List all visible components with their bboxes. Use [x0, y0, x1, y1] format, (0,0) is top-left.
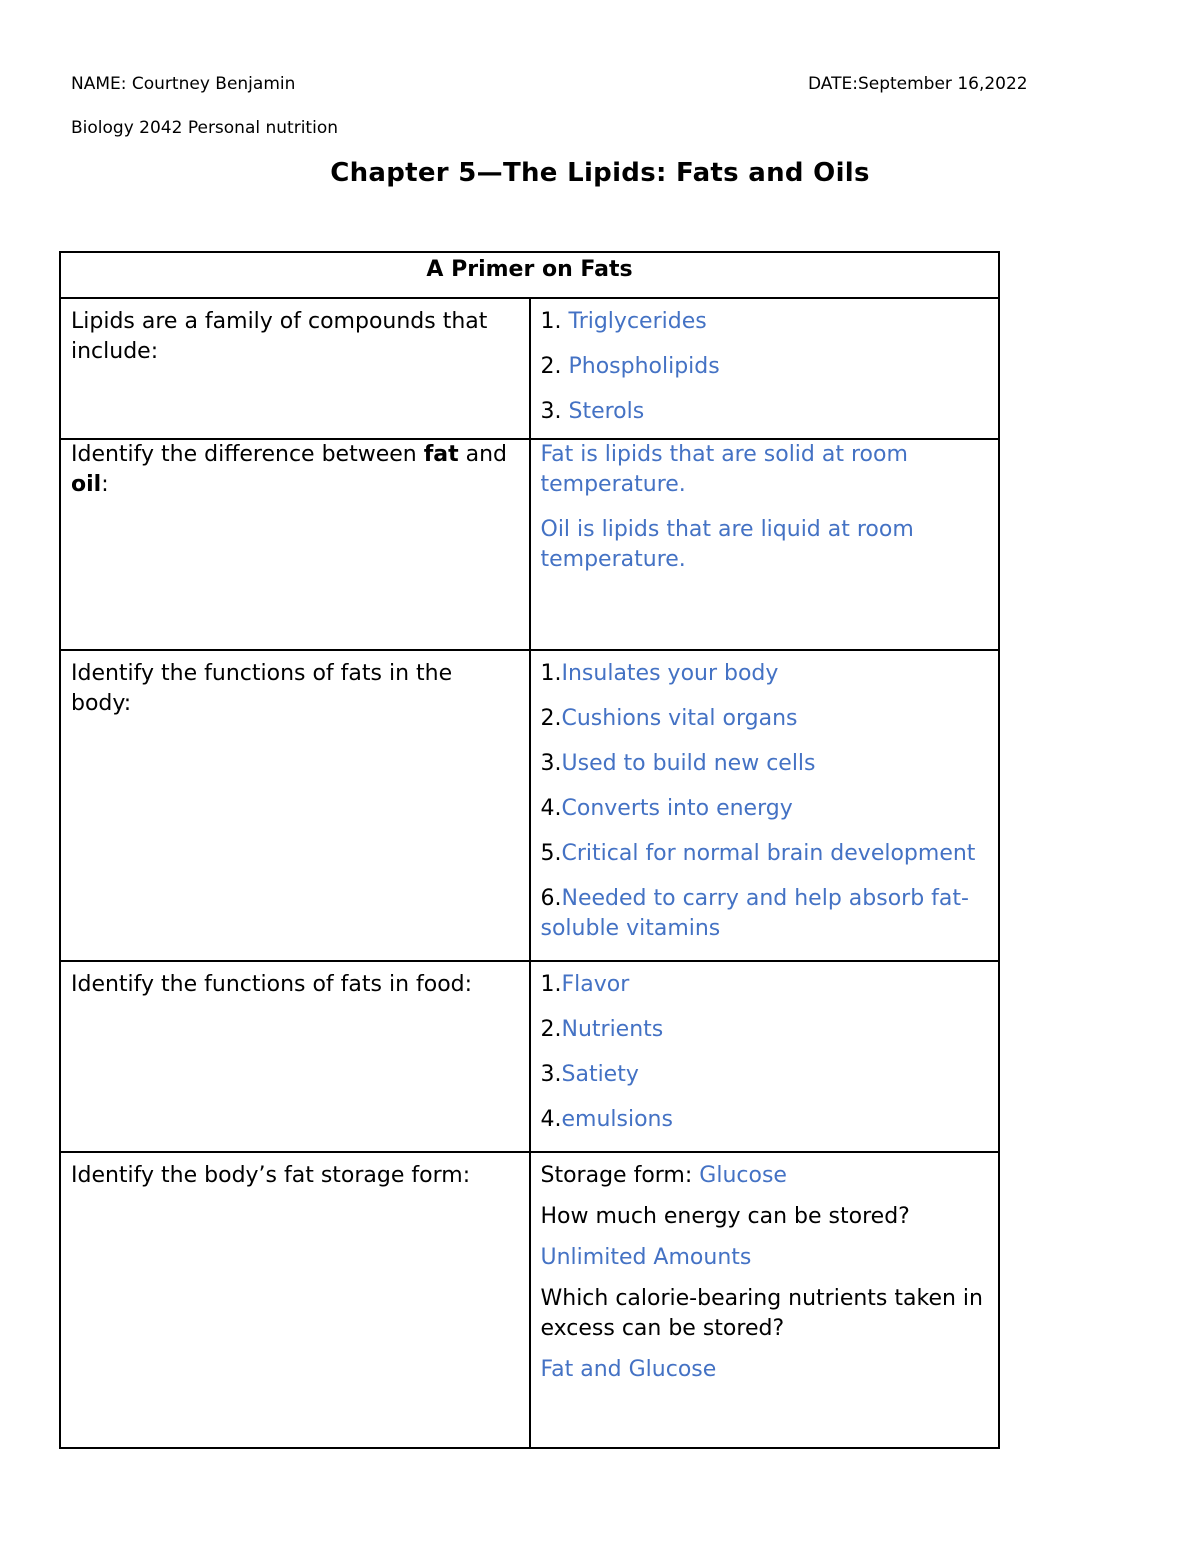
answer-cell — [530, 298, 1000, 439]
list-item — [541, 884, 989, 944]
answer-text: Nutrients — [561, 1017, 664, 1042]
course-name: Biology 2042 Personal nutrition — [71, 118, 338, 138]
item-number: 2. — [540, 354, 569, 379]
list-item — [541, 1105, 989, 1135]
answer-text: Fat and Glucose — [540, 1357, 717, 1382]
item-number: 3. — [540, 1062, 562, 1087]
item-number: 4. — [540, 796, 562, 821]
student-name: NAME: Courtney Benjamin — [71, 74, 296, 94]
item-number: 2. — [540, 1017, 562, 1042]
answer-text: Cushions vital organs — [561, 706, 798, 731]
question-text: Lipids are a family of compounds that include: — [71, 309, 488, 364]
answer-text: emulsions — [561, 1107, 673, 1132]
table-row — [60, 961, 999, 1152]
answer-text: Unlimited Amounts — [540, 1245, 752, 1270]
answer-text: Flavor — [561, 972, 630, 997]
answer-text: Satiety — [561, 1062, 639, 1087]
answer-cell — [530, 439, 1000, 650]
question-text: Identify the functions of fats in food: — [71, 972, 473, 997]
item-number: 5. — [540, 841, 562, 866]
answer-text: Converts into energy — [561, 796, 793, 821]
answer-text: Glucose — [699, 1163, 787, 1188]
list-item — [541, 1015, 989, 1045]
item-number: 4. — [540, 1107, 562, 1132]
energy-question: How much energy can be stored? — [540, 1204, 910, 1229]
item-number: 1. — [540, 661, 562, 686]
item-number: 3. — [540, 751, 562, 776]
question-cell — [60, 439, 530, 650]
list-item — [541, 839, 989, 869]
answer-text: Needed to carry and help absorb fat-soluble vitamins — [540, 886, 969, 941]
list-item — [541, 704, 989, 734]
list-item — [541, 749, 989, 779]
answer-cell — [530, 961, 1000, 1152]
question-cell — [60, 298, 530, 439]
nutrients-question: Which calorie-bearing nutrients taken in excess can be stored? — [540, 1286, 983, 1341]
question-cell — [60, 650, 530, 961]
primer-table — [59, 251, 1000, 1449]
answer-text: Fat is lipids that are solid at room temperature. — [540, 442, 908, 497]
question-text: Identify the body’s fat storage form: — [71, 1163, 471, 1188]
list-item — [541, 352, 989, 382]
list-item — [541, 1060, 989, 1090]
answer-text: Used to build new cells — [561, 751, 816, 776]
item-number: 1. — [540, 309, 569, 334]
answer-text: Phospholipids — [568, 354, 720, 379]
list-item — [541, 659, 989, 689]
answer-text: Insulates your body — [561, 661, 779, 686]
answer-text: Critical for normal brain development — [561, 841, 976, 866]
storage-form-line — [541, 1161, 989, 1191]
answer-text: Triglycerides — [568, 309, 707, 334]
table-row — [60, 439, 999, 650]
list-item — [541, 970, 989, 1000]
item-number: 1. — [540, 972, 562, 997]
question-cell — [60, 1152, 530, 1448]
table-row — [60, 1152, 999, 1448]
question-text: Identify the difference between fat and oil: — [71, 442, 508, 497]
answer-cell — [530, 650, 1000, 961]
table-heading-row — [60, 252, 999, 298]
list-item — [541, 307, 989, 337]
table-row — [60, 298, 999, 439]
storage-label: Storage form: — [540, 1163, 700, 1188]
page-title: Chapter 5—The Lipids: Fats and Oils — [330, 158, 870, 188]
item-number: 6. — [540, 886, 562, 911]
answer-text: Sterols — [568, 399, 645, 424]
answer-cell — [530, 1152, 1000, 1448]
table-heading: A Primer on Fats — [60, 252, 999, 298]
table-row — [60, 650, 999, 961]
item-number: 2. — [540, 706, 562, 731]
date-field: DATE:September 16,2022 — [808, 74, 1028, 94]
answer-text: Oil is lipids that are liquid at room temperature. — [540, 517, 914, 572]
list-item — [541, 397, 989, 427]
list-item — [541, 794, 989, 824]
question-text: Identify the functions of fats in the body: — [71, 661, 453, 716]
question-cell — [60, 961, 530, 1152]
item-number: 3. — [540, 399, 569, 424]
